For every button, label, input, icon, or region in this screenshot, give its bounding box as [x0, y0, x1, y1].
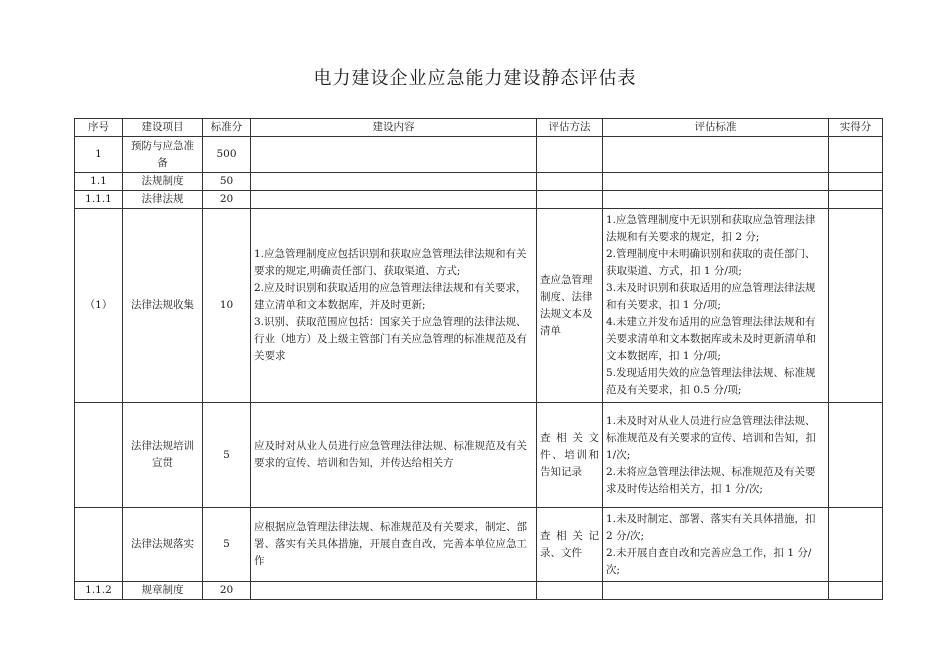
header-no: 序号 [75, 119, 123, 137]
table-row [75, 191, 883, 209]
header-method: 评估方法 [537, 119, 603, 137]
row-actual[interactable] [829, 403, 883, 508]
row-item: 法律法规 [123, 191, 203, 209]
row-method [537, 582, 603, 600]
row-score: 50 [203, 173, 251, 191]
row-actual[interactable] [829, 508, 883, 582]
row-score: 5 [203, 403, 251, 508]
row-method [537, 137, 603, 173]
table-row [75, 173, 883, 191]
row-no: 1.1 [75, 173, 123, 191]
header-actual: 实得分 [829, 119, 883, 137]
row-actual[interactable] [829, 191, 883, 209]
row-criteria: 1.未及时制定、部署、落实有关具体措施，扣 2 分/次; 2.未开展自查自改和完善应急工作，扣 1 分/次; [603, 508, 829, 582]
header-criteria: 评估标准 [603, 119, 829, 137]
row-score: 20 [203, 582, 251, 600]
row-method: 查 相 关 文件、培训和告知记录 [537, 403, 603, 508]
row-content [251, 173, 537, 191]
row-content: 应及时对从业人员进行应急管理法律法规、标准规范及有关要求的宣传、培训和告知，并传达给相关方 [251, 403, 537, 508]
row-criteria [603, 173, 829, 191]
row-actual[interactable] [829, 209, 883, 403]
assessment-table [74, 118, 883, 600]
table-row [75, 209, 883, 403]
row-criteria [603, 582, 829, 600]
row-no: 1 [75, 137, 123, 173]
row-score: 5 [203, 508, 251, 582]
row-score: 10 [203, 209, 251, 403]
row-item: 法律法规落实 [123, 508, 203, 582]
table-row [75, 508, 883, 582]
row-score: 500 [203, 137, 251, 173]
row-content: 1.应急管理制度应包括识别和获取应急管理法律法规和有关要求的规定,明确责任部门、获取渠道、方式; 2.应及时识别和获取适用的应急管理法律法规和有关要求，建立清单和文本数据库，并及时更新; 3.识别、获取范围应包括：国家关于应急管理的法律法规、行业（地方）及上级主管部门有关应急管理的标准规范及有关要求 [251, 209, 537, 403]
table-row [75, 582, 883, 600]
row-item: 规章制度 [123, 582, 203, 600]
row-item: 法律法规培训宣贯 [123, 403, 203, 508]
header-content: 建设内容 [251, 119, 537, 137]
row-criteria [603, 191, 829, 209]
row-score: 20 [203, 191, 251, 209]
row-item: 法律法规收集 [123, 209, 203, 403]
row-no [75, 403, 123, 508]
row-actual[interactable] [829, 582, 883, 600]
page-title: 电力建设企业应急能力建设静态评估表 [313, 68, 637, 89]
row-actual[interactable] [829, 173, 883, 191]
row-no: 1.1.2 [75, 582, 123, 600]
row-content: 应根据应急管理法律法规、标准规范及有关要求，制定、部署、落实有关具体措施，开展自查自改，完善本单位应急工作 [251, 508, 537, 582]
row-actual[interactable] [829, 137, 883, 173]
row-criteria: 1.应急管理制度中无识别和获取应急管理法律法规和有关要求的规定，扣 2 分; 2.管理制度中未明确识别和获取的责任部门、获取渠道、方式，扣 1 分/项; 3.未及时识别和获取适用的应急管理法律法规和有关要求，扣 1 分/项; 4.未建立并发布适用的应急管理法律法规和有关要求清单和文本数据库或未及时更新清单和文本数据库，扣 1 分/项; 5.发现适用失效的应急管理法律法规、标准规范及有关要求，扣 0.5 分/项; [603, 209, 829, 403]
row-no: 1.1.1 [75, 191, 123, 209]
header-score: 标准分 [203, 119, 251, 137]
row-content [251, 582, 537, 600]
table-row [75, 403, 883, 508]
row-content [251, 137, 537, 173]
header-item: 建设项目 [123, 119, 203, 137]
row-content [251, 191, 537, 209]
row-method [537, 173, 603, 191]
row-no: （1） [75, 209, 123, 403]
row-no [75, 508, 123, 582]
table-row [75, 137, 883, 173]
row-method [537, 191, 603, 209]
row-item: 法规制度 [123, 173, 203, 191]
row-item: 预防与应急准备 [123, 137, 203, 173]
row-criteria: 1.未及时对从业人员进行应急管理法律法规、标准规范及有关要求的宣传、培训和告知，扣 1/次; 2.未将应急管理法律法规、标准规范及有关要求及时传达给相关方，扣 1 分/次; [603, 403, 829, 508]
row-criteria [603, 137, 829, 173]
row-method: 查 相 关 记录、文件 [537, 508, 603, 582]
header-row [75, 119, 883, 137]
row-method: 查应急管理制度、法律法规文本及清单 [537, 209, 603, 403]
